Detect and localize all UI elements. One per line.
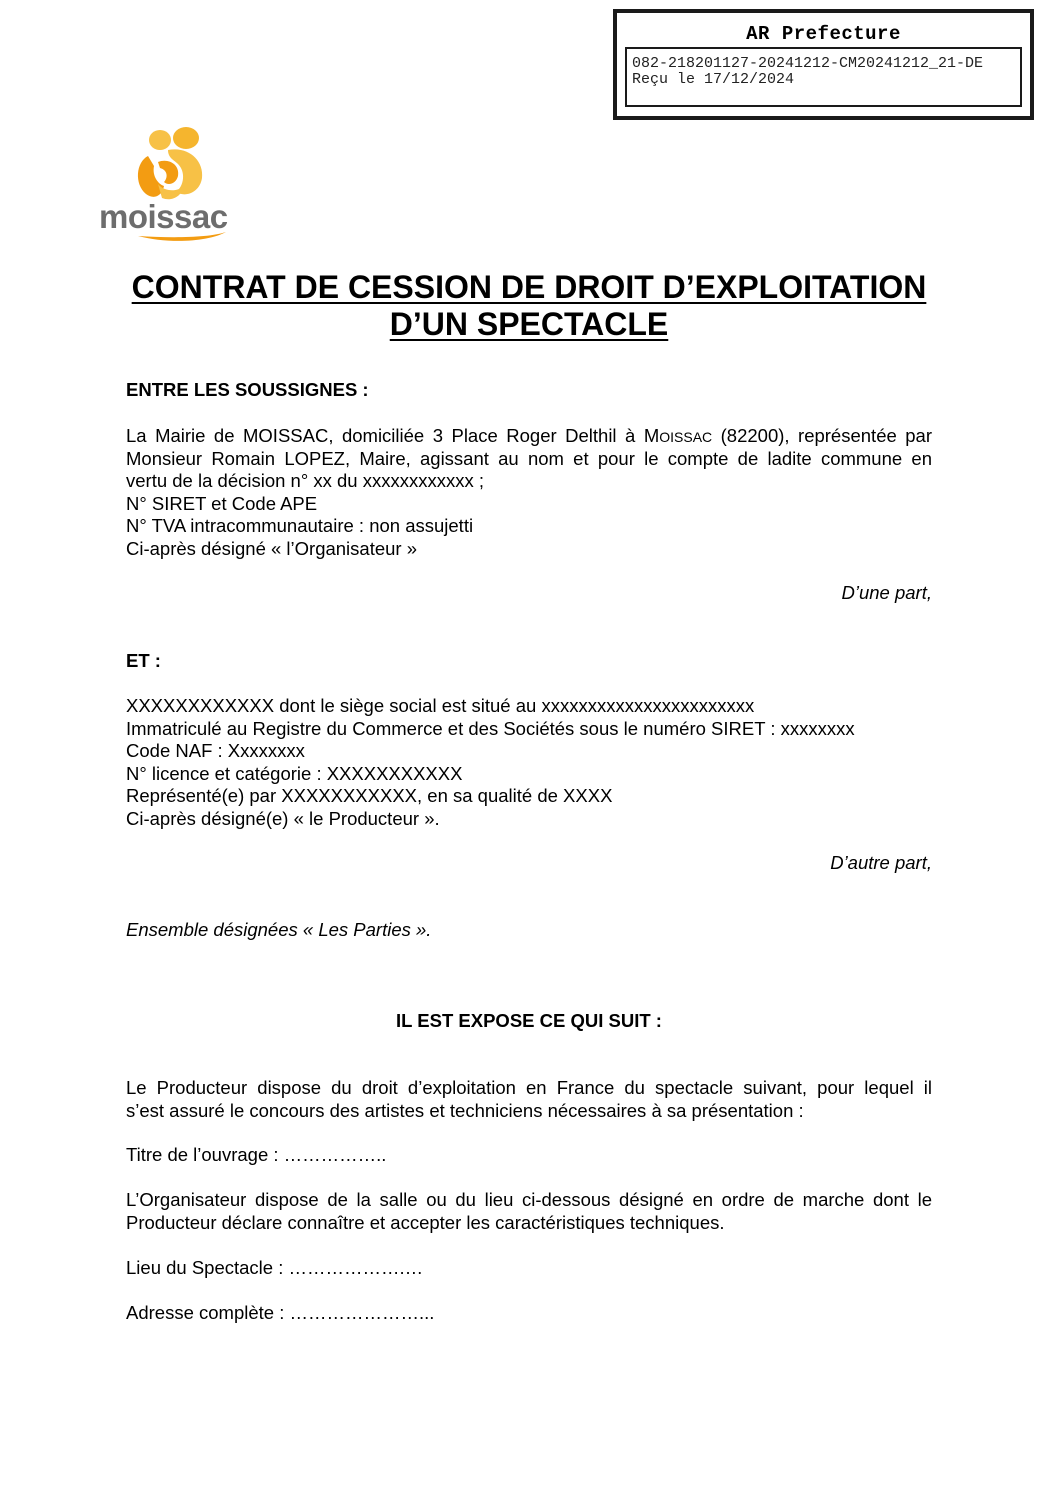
party2-closing: D’autre part, [830, 852, 932, 873]
party1-heading: ENTRE LES SOUSSIGNES : [126, 379, 369, 400]
stamp-reference-box [625, 47, 1022, 107]
parties-together: Ensemble désignées « Les Parties ». [126, 919, 432, 940]
party2-line4: N° licence et catégorie : XXXXXXXXXXX [126, 762, 463, 784]
logo-body-center [158, 161, 178, 184]
party1-line1-end: (82200), représentée par [712, 425, 932, 446]
party1-line4: N° SIRET et Code APE [126, 492, 318, 514]
prefecture-stamp [613, 9, 1034, 120]
document-title-line1: CONTRAT DE CESSION DE DROIT D’EXPLOITATION [131, 269, 927, 305]
party2-line3: Code NAF : Xxxxxxxx [126, 740, 305, 761]
exposition-para2-line1: L’Organisateur dispose de la salle ou du lieu ci-dessous désigné en ordre de marche dont le [126, 1189, 932, 1210]
logo-head-right [173, 127, 199, 149]
party2-line5: Représenté(e) par XXXXXXXXXXX, en sa qualité de XXXX [126, 785, 613, 806]
stamp-reference: 082-218201127-20241212-CM20241212_21-DE [632, 55, 984, 72]
exposition-para1-line2: s’est assuré le concours des artistes et techniciens nécessaires à sa présentation : [126, 1099, 804, 1121]
venue-field: Lieu du Spectacle : ……………….… [126, 1257, 424, 1278]
document-title-line2: D’UN SPECTACLE [389, 306, 669, 342]
party1-line1 [126, 425, 932, 449]
work-title-field: Titre de l’ouvrage : …………….. [126, 1144, 387, 1165]
party1-line6: Ci-après désigné « l’Organisateur » [126, 537, 418, 559]
party2-heading: ET : [126, 650, 161, 671]
logo-wordmark: moissac [99, 198, 228, 235]
stamp-title: AR Prefecture [746, 23, 901, 45]
exposition-para1-line1: Le Producteur dispose du droit d’exploitation en France du spectacle suivant, pour lequel il [126, 1077, 932, 1098]
logo-head-left [149, 130, 171, 150]
party1-line3: vertu de la décision n° xx du xxxxxxxxxxxx ; [126, 470, 485, 491]
party1-line1-smallcaps: OISSAC [659, 429, 713, 445]
exposition-heading: IL EST EXPOSE CE QUI SUIT : [396, 1010, 662, 1031]
party2-line6: Ci-après désigné(e) « le Producteur ». [126, 807, 440, 829]
party2-line2: Immatriculé au Registre du Commerce et des Sociétés sous le numéro SIRET : xxxxxxxx [126, 717, 855, 739]
party1-line2: Monsieur Romain LOPEZ, Maire, agissant au nom et pour le compte de ladite commune en [126, 447, 932, 469]
party2-line1: XXXXXXXXXXXX dont le siège social est situé au xxxxxxxxxxxxxxxxxxxxxxx [126, 695, 755, 716]
stamp-received-date: Reçu le 17/12/2024 [632, 71, 795, 88]
moissac-logo-graphic [98, 126, 243, 246]
party1-line5: N° TVA intracommunautaire : non assujetti [126, 515, 474, 536]
party1-closing: D’une part, [841, 582, 932, 603]
exposition-para2-line2: Producteur déclare connaître et accepter les caractéristiques techniques. [126, 1211, 725, 1233]
moissac-logo [98, 126, 243, 246]
party1-line1-start: La Mairie de MOISSAC, domiciliée 3 Place Roger Delthil à M [126, 425, 660, 446]
address-field: Adresse complète : …………………... [126, 1302, 435, 1323]
